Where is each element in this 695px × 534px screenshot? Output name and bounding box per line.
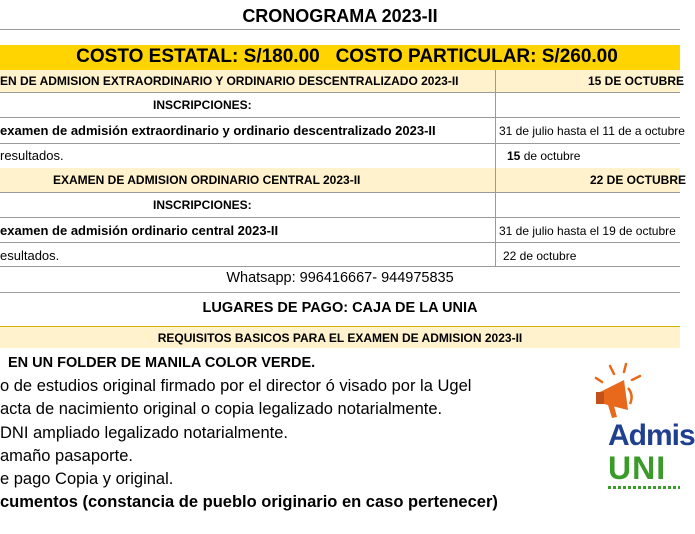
section2-results-date: 22 de octubre — [503, 249, 577, 263]
section2-results-label: esultados. — [0, 248, 60, 263]
requirement-item: EN UN FOLDER DE MANILA COLOR VERDE. — [8, 355, 316, 371]
requirement-item: amaño pasaporte. — [0, 447, 134, 465]
page-title — [0, 4, 680, 28]
whatsapp-line — [0, 270, 680, 290]
section1-header-right: 15 DE OCTUBRE — [588, 74, 685, 88]
column-divider — [495, 70, 496, 267]
requirement-item: DNI ampliado legalizado notarialmente. — [0, 424, 288, 442]
requisitos-header — [0, 326, 680, 348]
requirement-item: cumentos (constancia de pueblo originario en caso pertenecer) — [0, 493, 498, 511]
section2-exam-label: examen de admisión ordinario central 2023-II — [0, 223, 279, 238]
section1-inscripciones: INSCRIPCIONES: — [153, 98, 252, 112]
section2-inscripciones: INSCRIPCIONES: — [153, 198, 252, 212]
divider — [0, 217, 680, 218]
divider — [0, 117, 680, 118]
section1-exam-label: examen de admisión extraordinario y ordinario descentralizado 2023-II — [0, 123, 436, 138]
divider — [0, 292, 680, 293]
divider — [0, 242, 680, 243]
page-title-text: CRONOGRAMA 2023-II — [242, 6, 438, 26]
section1-results-label: resultados. — [0, 148, 64, 163]
divider — [0, 92, 680, 93]
requirement-item: acta de nacimiento original o copia legalizado notarialmente. — [0, 400, 443, 418]
divider — [0, 192, 680, 193]
divider — [0, 29, 680, 30]
section1-results-month: de octubre — [520, 149, 581, 163]
lugares-de-pago — [0, 300, 680, 320]
section1-results-date — [507, 149, 580, 163]
logo-text-uni: UNI — [608, 450, 667, 486]
section2-header-left: EXAMEN DE ADMISION ORDINARIO CENTRAL 2023-II — [53, 173, 361, 187]
requirement-item: o de estudios original firmado por el director ó visado por la Ugel — [0, 377, 472, 395]
section2-header-right: 22 DE OCTUBRE — [590, 173, 687, 187]
section1-exam-date: 31 de julio hasta el 11 de a octubre — [499, 124, 685, 138]
cost-estatal: COSTO ESTATAL: S/180.00 — [76, 46, 320, 67]
lugares-text: LUGARES DE PAGO: CAJA DE LA UNIA — [202, 300, 478, 316]
logo-text-admis: Admis — [608, 419, 695, 452]
section1-results-day: 15 — [507, 149, 521, 163]
whatsapp-text: Whatsapp: 996416667- 944975835 — [226, 270, 454, 286]
requirement-item: e pago Copia y original. — [0, 470, 174, 488]
divider — [0, 143, 680, 144]
divider — [0, 266, 680, 267]
requisitos-header-text: REQUISITOS BASICOS PARA EL EXAMEN DE ADMISION 2023-II — [157, 331, 523, 345]
cost-banner — [0, 45, 680, 70]
cost-particular: COSTO PARTICULAR: S/260.00 — [335, 46, 618, 67]
logo-stripe — [608, 486, 680, 489]
section2-exam-date: 31 de julio hasta el 19 de octubre — [499, 224, 676, 238]
section1-header-left: EN DE ADMISION EXTRAORDINARIO Y ORDINARIO DESCENTRALIZADO 2023-II — [0, 74, 459, 88]
admision-unia-logo — [594, 362, 695, 492]
